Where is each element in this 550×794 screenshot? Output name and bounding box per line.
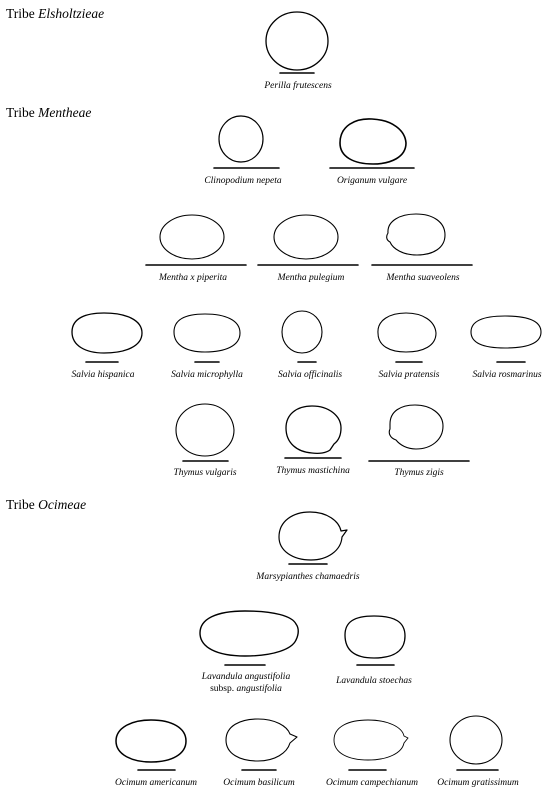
- seed-salvia-rosmarinus: [471, 316, 541, 362]
- caption-thymus-zigis: Thymus zigis: [394, 468, 444, 478]
- seed-ocimum-americanum: [116, 720, 186, 770]
- seed-outline: [286, 406, 341, 453]
- seed-salvia-pratensis: [378, 313, 436, 362]
- tribe-prefix: Tribe: [6, 6, 35, 21]
- caption-salvia-officinalis: Salvia officinalis: [277, 370, 343, 380]
- caption-rank: subsp.: [210, 684, 235, 694]
- seed-outline: [387, 214, 445, 255]
- caption-salvia-pratensis: Salvia pratensis: [378, 370, 440, 380]
- seed-mentha-pulegium: [258, 215, 358, 265]
- seed-outline: [176, 404, 234, 456]
- seed-clinopodium-nepeta: [214, 116, 279, 168]
- seed-outline: [389, 405, 443, 449]
- seed-outline: [116, 720, 186, 762]
- seed-outline: [274, 215, 338, 259]
- seed-outline: [174, 314, 240, 352]
- seed-lavandula-stoechas: [345, 616, 405, 665]
- seed-perilla-frutescens: [266, 12, 328, 73]
- seed-outline: [345, 616, 405, 658]
- seed-salvia-officinalis: [282, 311, 322, 362]
- caption-mentha-x-piperita: Mentha x piperita: [158, 273, 228, 283]
- tribe-name: Mentheae: [38, 105, 92, 120]
- caption-ocimum-campechianum: Ocimum campechianum: [325, 778, 419, 788]
- seed-outline: [340, 119, 406, 164]
- seed-thymus-vulgaris: [176, 404, 234, 461]
- seed-outline: [471, 316, 541, 348]
- caption-line-2: [202, 683, 290, 695]
- caption-ocimum-americanum: Ocimum americanum: [114, 778, 198, 788]
- seed-outline: [266, 12, 328, 70]
- tribe-prefix: Tribe: [6, 497, 35, 512]
- caption-mentha-pulegium: Mentha pulegium: [277, 273, 345, 283]
- seed-lavandula-angustifolia: [200, 611, 298, 665]
- caption-ocimum-basilicum: Ocimum basilicum: [223, 778, 295, 788]
- caption-clinopodium-nepeta: Clinopodium nepeta: [204, 176, 282, 186]
- caption-mentha-suaveolens: Mentha suaveolens: [386, 273, 460, 283]
- seed-outline: [219, 116, 263, 162]
- seed-outline: [378, 313, 436, 352]
- caption-salvia-hispanica: Salvia hispanica: [71, 370, 135, 380]
- caption-thymus-vulgaris: Thymus vulgaris: [173, 468, 237, 478]
- caption-perilla-frutescens: Perilla frutescens: [264, 81, 332, 91]
- seed-outline: [200, 611, 298, 656]
- seed-salvia-hispanica: [72, 313, 142, 362]
- seed-ocimum-gratissimum: [450, 716, 502, 770]
- seed-origanum-vulgare: [330, 119, 414, 168]
- caption-lavandula-stoechas: Lavandula stoechas: [336, 676, 412, 686]
- caption-salvia-rosmarinus: Salvia rosmarinus: [472, 370, 542, 380]
- tribe-name: Ocimeae: [38, 497, 87, 512]
- seed-mentha-suaveolens: [372, 214, 472, 265]
- caption-ocimum-gratissimum: Ocimum gratissimum: [437, 778, 519, 788]
- caption-salvia-microphylla: Salvia microphylla: [171, 370, 243, 380]
- caption-lavandula-angustifolia: [202, 671, 290, 695]
- caption-thymus-mastichina: Thymus mastichina: [276, 466, 350, 476]
- seed-outline: [334, 720, 408, 760]
- caption-line-1: Lavandula angustifolia: [201, 672, 291, 682]
- seed-outline: [72, 313, 142, 353]
- seed-mentha-x-piperita: [146, 215, 246, 265]
- caption-epithet: angustifolia: [236, 684, 282, 694]
- seed-marsypianthes-chamaedris: [279, 512, 347, 564]
- seed-thymus-mastichina: [285, 406, 341, 458]
- seed-thymus-zigis: [369, 405, 469, 461]
- seed-outline: [279, 512, 347, 560]
- tribe-prefix: Tribe: [6, 105, 35, 120]
- seed-outline: [160, 215, 224, 259]
- seed-outline: [450, 716, 502, 764]
- caption-marsypianthes-chamaedris: Marsypianthes chamaedris: [256, 572, 360, 582]
- seed-salvia-microphylla: [174, 314, 240, 362]
- seed-ocimum-campechianum: [334, 720, 408, 770]
- seed-outline: [282, 311, 322, 353]
- tribe-name: Elsholtzieae: [38, 6, 105, 21]
- seed-ocimum-basilicum: [226, 719, 297, 770]
- seed-outline: [226, 719, 297, 761]
- caption-origanum-vulgare: Origanum vulgare: [336, 176, 408, 186]
